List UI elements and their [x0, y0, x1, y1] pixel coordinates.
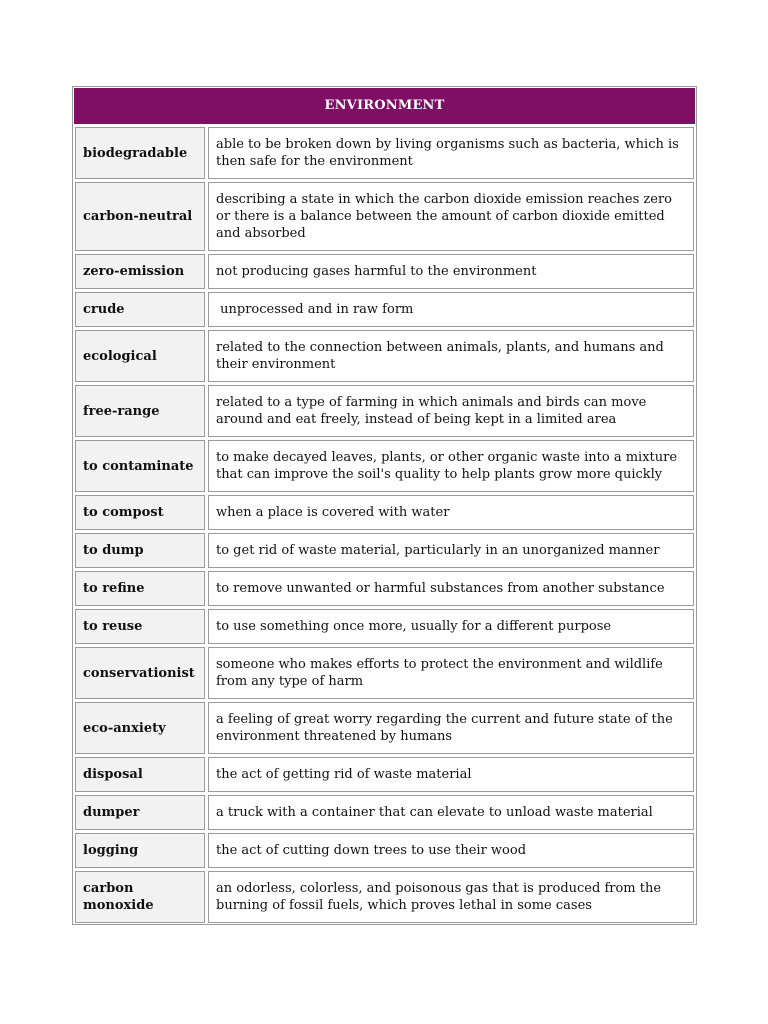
term-cell: free-range [75, 385, 205, 437]
term-cell: to refine [75, 571, 205, 606]
table-body [74, 127, 695, 923]
table-row [74, 647, 695, 699]
term-cell: disposal [75, 757, 205, 792]
definition-cell: someone who makes efforts to protect the environment and wildlife from any type of harm [208, 647, 694, 699]
definition-cell: a feeling of great worry regarding the current and future state of the environment threatened by humans [208, 702, 694, 754]
term-cell: to reuse [75, 609, 205, 644]
term-cell: to contaminate [75, 440, 205, 492]
definition-cell: not producing gases harmful to the environment [208, 254, 694, 289]
definition-cell: related to a type of farming in which animals and birds can move around and eat freely, instead of being kept in a limited area [208, 385, 694, 437]
definition-cell: to get rid of waste material, particularly in an unorganized manner [208, 533, 694, 568]
term-cell: carbon monoxide [75, 871, 205, 923]
table-row [74, 385, 695, 437]
term-cell: to dump [75, 533, 205, 568]
definition-cell: the act of getting rid of waste material [208, 757, 694, 792]
term-cell: crude [75, 292, 205, 327]
table-row [74, 330, 695, 382]
table-row [74, 254, 695, 289]
table-row [74, 292, 695, 327]
definition-cell: able to be broken down by living organisms such as bacteria, which is then safe for the environment [208, 127, 694, 179]
term-cell: logging [75, 833, 205, 868]
term-cell: carbon-neutral [75, 182, 205, 251]
table-row [74, 702, 695, 754]
table-row [74, 533, 695, 568]
table-title: ENVIRONMENT [74, 88, 695, 124]
definition-cell: to use something once more, usually for a different purpose [208, 609, 694, 644]
definition-cell: to make decayed leaves, plants, or other organic waste into a mixture that can improve the soil's quality to help plants grow more quickly [208, 440, 694, 492]
table-row [74, 609, 695, 644]
table-row [74, 495, 695, 530]
table-row [74, 571, 695, 606]
definition-cell: unprocessed and in raw form [208, 292, 694, 327]
term-cell: ecological [75, 330, 205, 382]
table-row [74, 182, 695, 251]
term-cell: zero-emission [75, 254, 205, 289]
term-cell: conservationist [75, 647, 205, 699]
term-cell: to compost [75, 495, 205, 530]
definition-cell: describing a state in which the carbon dioxide emission reaches zero or there is a balance between the amount of carbon dioxide emitted and absorbed [208, 182, 694, 251]
table-row [74, 440, 695, 492]
definition-cell: to remove unwanted or harmful substances from another substance [208, 571, 694, 606]
table-row [74, 757, 695, 792]
table-row [74, 871, 695, 923]
definition-cell: the act of cutting down trees to use their wood [208, 833, 694, 868]
definition-cell: an odorless, colorless, and poisonous gas that is produced from the burning of fossil fuels, which proves lethal in some cases [208, 871, 694, 923]
vocabulary-table [72, 86, 697, 925]
definition-cell: related to the connection between animals, plants, and humans and their environment [208, 330, 694, 382]
term-cell: dumper [75, 795, 205, 830]
term-cell: biodegradable [75, 127, 205, 179]
table-row [74, 795, 695, 830]
table-row [74, 833, 695, 868]
table-row [74, 127, 695, 179]
definition-cell: when a place is covered with water [208, 495, 694, 530]
definition-cell: a truck with a container that can elevate to unload waste material [208, 795, 694, 830]
term-cell: eco-anxiety [75, 702, 205, 754]
